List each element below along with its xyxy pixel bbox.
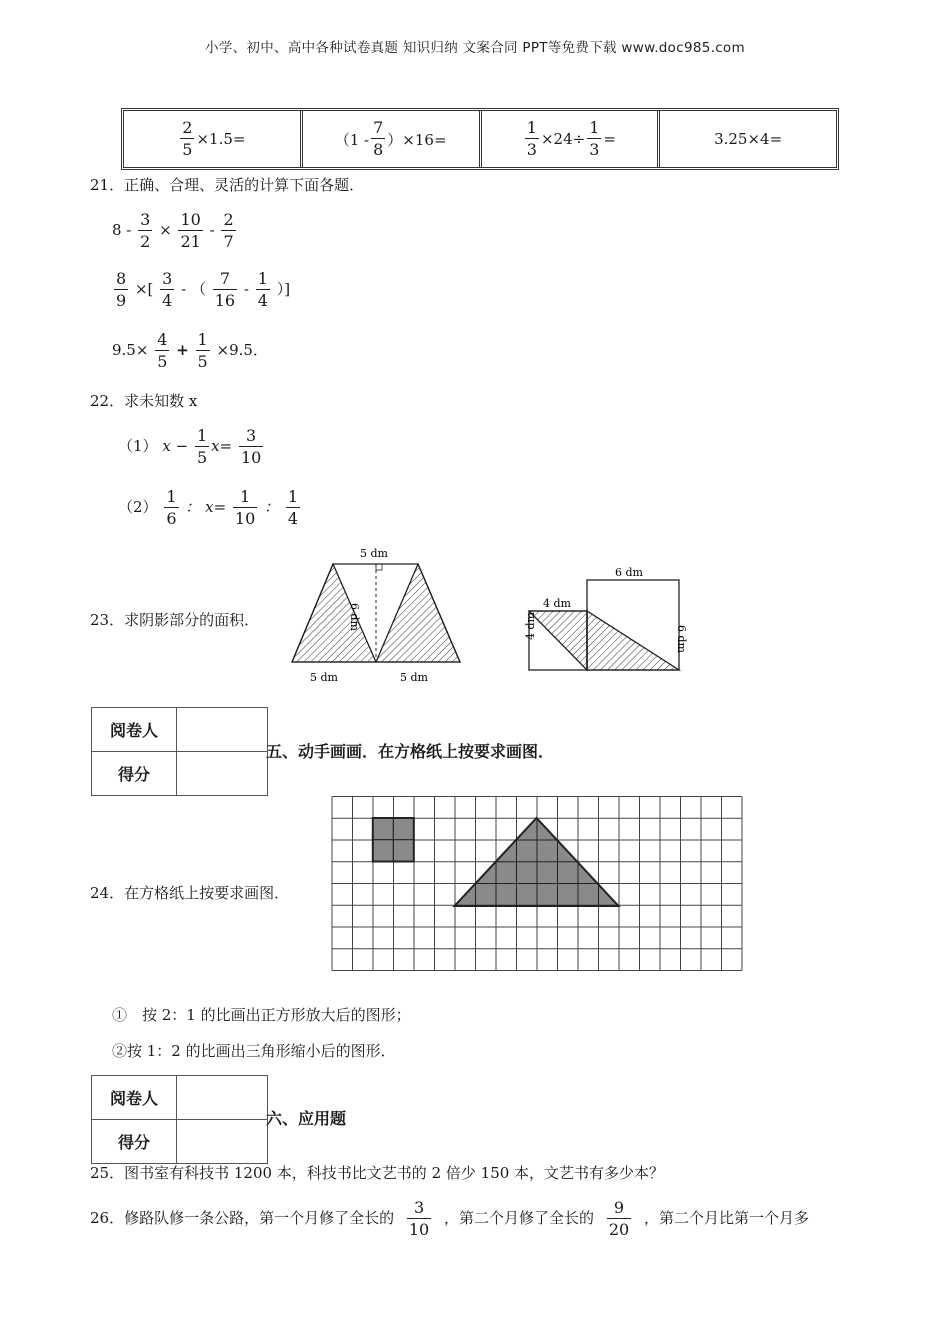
reviewer-label: 阅卷人 [92,1076,177,1120]
q21-label: 21．正确、合理、灵活的计算下面各题． [90,176,365,194]
q22-eq-1: （1） x − $\frac{1}{5}$ x= $\frac{3}{10}$ [118,426,262,467]
q23-label: 23．求阴影部分的面积． [90,611,260,629]
q22-eq-2: （2） $\frac{1}{6}$ ： x= $\frac{1}{10}$ ： $\frac{1}{4}$ [118,487,299,528]
reviewer-field[interactable] [177,708,268,752]
shaded-triangle-large [587,611,679,670]
calc-cell-4: 3.25×4= [714,130,783,148]
calc-cell-1: $\frac{2}{5}$ ×1.5= [124,111,303,167]
q23-figure-1 [288,543,468,686]
score-field[interactable] [177,752,268,796]
score-label: 得分 [92,752,177,796]
fig2-big-top-label: 6 dm [615,566,643,579]
shaded-triangle-left [292,564,376,662]
page-header: 小学、初中、高中各种试卷真题 知识归纳 文案合同 PPT等免费下载 www.doc985.com [205,40,745,56]
fig2-big-side-label: 6 dm [675,625,688,653]
q21-expr-2: $\frac{8}{9}$ ×[ $\frac{3}{4}$ - （ $\frac{7}{16}$ - $\frac{1}{4}$ ）] [116,269,291,310]
q21-expr-3: 9.5× $\frac{4}{5}$ + $\frac{1}{5}$ ×9.5． [112,330,268,371]
fig2-small-side-label: 4 dm [524,612,537,640]
q22-label: 22．求未知数 x [90,392,198,410]
fraction: $\frac{1}{3}$ [526,118,537,159]
score-box-1 [91,707,268,796]
section-5-title: 五、动手画画．在方格纸上按要求画图． [266,742,555,761]
q24-item-2: ②按 1：2 的比画出三角形缩小后的图形． [112,1042,396,1060]
fraction: $\frac{7}{8}$ [373,118,384,159]
q23-figure-2 [505,560,690,680]
fraction: $\frac{2}{5}$ [182,118,193,159]
reviewer-field[interactable] [177,1076,268,1120]
score-label: 得分 [92,1120,177,1164]
reviewer-label: 阅卷人 [92,708,177,752]
fig1-height-label: 6 dm [348,603,361,631]
calc-cell-3: $\frac{1}{3}$ ×24÷ $\frac{1}{3}$ = [482,111,661,167]
q25-text: 25．图书室有科技书 1200 本，科技书比文艺书的 2 倍少 150 本，文艺书有多少本？ [90,1164,665,1182]
q26-text: 26．修路队修一条公路，第一个月修了全长的 $\frac{3}{10}$ ，第二个月修了全长的 $\frac{9}{20}$ ，第二个月比第一个月多 [90,1198,809,1239]
q24-label: 24．在方格纸上按要求画图． [90,884,290,902]
fraction: $\frac{1}{3}$ [589,118,600,159]
score-box-2 [91,1075,268,1164]
score-field[interactable] [177,1120,268,1164]
q24-grid [327,793,745,976]
section-6-title: 六、应用题 [266,1109,347,1128]
calc-cell-2: （1 - $\frac{7}{8}$ ）×16= [303,111,482,167]
q24-item-1: ① 按 2：1 的比画出正方形放大后的图形； [112,1006,411,1024]
q21-expr-1: 8 - $\frac{3}{2}$ × $\frac{10}{21}$ - $\frac{2}{7}$ [112,210,234,251]
fig1-bottom-left-label: 5 dm [310,671,338,684]
shaded-triangle-small [529,611,587,670]
calc-table [121,108,839,170]
shaded-triangle-right [376,564,460,662]
fig1-top-label: 5 dm [360,547,388,560]
fig1-bottom-right-label: 5 dm [400,671,428,684]
fig2-small-top-label: 4 dm [543,597,571,610]
